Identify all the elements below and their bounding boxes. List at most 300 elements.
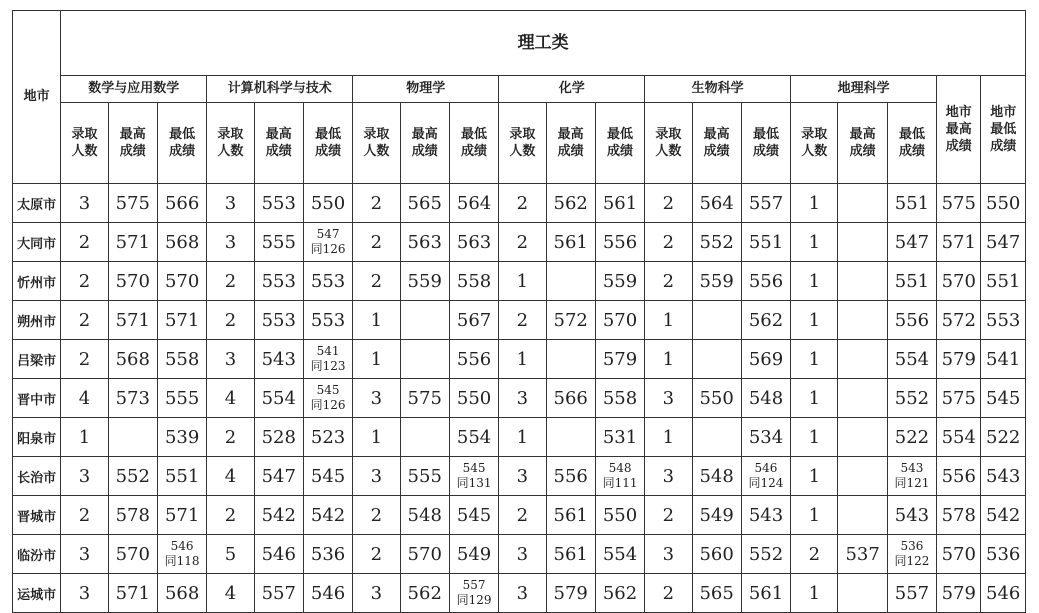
city-cell: [13, 223, 61, 262]
table-row: [13, 340, 1026, 379]
score-cell: 1: [791, 457, 838, 496]
score-cell: 1: [353, 418, 400, 457]
score-cell: 564: [692, 184, 741, 223]
score-cell: 2: [61, 496, 108, 535]
score-cell: [838, 301, 887, 340]
score-cell: 556: [546, 457, 595, 496]
score-cell: 2: [207, 418, 254, 457]
score-cell: 550: [981, 184, 1026, 223]
table-row: [13, 262, 1026, 301]
score-cell: 2: [207, 301, 254, 340]
subheader-row: [13, 103, 1026, 184]
score-cell: [838, 340, 887, 379]
score-cell: 545 同126: [303, 379, 352, 418]
score-cell: 2: [353, 535, 400, 574]
score-cell: 1: [499, 418, 546, 457]
score-cell: 2: [645, 223, 692, 262]
score-cell: 552: [887, 379, 936, 418]
score-cell: 575: [937, 379, 981, 418]
table-row: [13, 418, 1026, 457]
score-cell: 3: [353, 379, 400, 418]
score-cell: 568: [108, 340, 157, 379]
score-cell: 545: [449, 496, 498, 535]
score-cell: 534: [741, 418, 790, 457]
table-row: [13, 379, 1026, 418]
city-cell: [13, 496, 61, 535]
city-cell: [13, 262, 61, 301]
score-cell: 561: [546, 496, 595, 535]
score-cell: 3: [499, 379, 546, 418]
score-cell: 571: [108, 223, 157, 262]
score-cell: 522: [887, 418, 936, 457]
column-subheader-label: 最低成绩: [898, 127, 925, 159]
score-cell: [546, 418, 595, 457]
column-subheader-label: 录取人数: [509, 127, 536, 159]
score-cell: 561: [546, 535, 595, 574]
score-cell: 539: [157, 418, 206, 457]
table-row: [13, 184, 1026, 223]
score-cell: 550: [303, 184, 352, 223]
score-cell: 542: [254, 496, 303, 535]
score-cell: 548 同111: [595, 457, 644, 496]
score-cell: 3: [207, 340, 254, 379]
score-cell: 1: [645, 340, 692, 379]
score-cell: 4: [61, 379, 108, 418]
score-cell: 570: [108, 535, 157, 574]
city-column-header: 地市: [13, 11, 61, 184]
score-cell: 554: [449, 418, 498, 457]
city-cell: [13, 535, 61, 574]
column-subheader-label: 地市最高成绩: [945, 105, 972, 154]
score-cell: 543: [981, 457, 1026, 496]
score-cell: 579: [937, 340, 981, 379]
score-cell: 5: [207, 535, 254, 574]
score-cell: [400, 418, 449, 457]
score-cell: 4: [207, 457, 254, 496]
score-cell: 568: [157, 574, 206, 613]
city-cell: [13, 574, 61, 613]
column-subheader: [887, 103, 936, 184]
score-cell: 575: [400, 379, 449, 418]
city-name: 忻州市: [17, 275, 57, 291]
score-cell: 2: [791, 535, 838, 574]
column-subheader: [546, 103, 595, 184]
city-name: 朔州市: [17, 314, 57, 330]
score-cell: 552: [108, 457, 157, 496]
score-cell: 2: [499, 184, 546, 223]
score-cell: 2: [353, 223, 400, 262]
score-cell: [692, 418, 741, 457]
city-name: 吕梁市: [17, 353, 57, 369]
score-cell: 552: [741, 535, 790, 574]
city-name: 长治市: [17, 470, 57, 486]
score-cell: 553: [981, 301, 1026, 340]
score-cell: 548: [741, 379, 790, 418]
score-cell: 523: [303, 418, 352, 457]
table-body: [13, 184, 1026, 613]
column-subheader-label: 最高成绩: [849, 127, 876, 159]
score-cell: 558: [449, 262, 498, 301]
score-cell: 572: [937, 301, 981, 340]
score-cell: 543: [741, 496, 790, 535]
column-subheader: [303, 103, 352, 184]
city-min-header: [981, 76, 1026, 184]
score-cell: 562: [400, 574, 449, 613]
column-subheader-label: 最高成绩: [557, 127, 584, 159]
column-subheader: [645, 103, 692, 184]
score-cell: 1: [61, 418, 108, 457]
column-subheader: [692, 103, 741, 184]
table-header: [13, 11, 1026, 184]
score-cell: 579: [595, 340, 644, 379]
score-cell: 562: [595, 574, 644, 613]
score-cell: 572: [546, 301, 595, 340]
score-cell: 557 同129: [449, 574, 498, 613]
score-cell: 3: [61, 457, 108, 496]
score-cell: 1: [791, 262, 838, 301]
score-cell: [838, 223, 887, 262]
score-cell: 575: [937, 184, 981, 223]
score-cell: 543 同121: [887, 457, 936, 496]
score-cell: 557: [741, 184, 790, 223]
column-subheader: [791, 103, 838, 184]
score-cell: 4: [207, 379, 254, 418]
score-cell: 3: [207, 223, 254, 262]
column-subheader-label: 最低成绩: [752, 127, 779, 159]
score-cell: 542: [303, 496, 352, 535]
score-cell: 536: [303, 535, 352, 574]
city-name: 晋中市: [17, 392, 57, 408]
column-subheader: [157, 103, 206, 184]
score-cell: 579: [937, 574, 981, 613]
score-cell: 2: [353, 184, 400, 223]
subject-header: 数学与应用数学: [61, 76, 207, 103]
city-name: 运城市: [17, 587, 57, 603]
score-cell: 563: [400, 223, 449, 262]
score-cell: 541: [981, 340, 1026, 379]
score-cell: 3: [645, 457, 692, 496]
score-cell: 3: [61, 184, 108, 223]
score-cell: 1: [645, 418, 692, 457]
score-cell: 2: [353, 262, 400, 301]
score-cell: [838, 574, 887, 613]
score-cell: [400, 301, 449, 340]
column-subheader-label: 最低成绩: [169, 127, 196, 159]
score-cell: 550: [595, 496, 644, 535]
score-cell: 554: [937, 418, 981, 457]
score-cell: 567: [449, 301, 498, 340]
column-subheader: [207, 103, 254, 184]
city-name: 晋城市: [17, 509, 57, 525]
score-cell: 558: [595, 379, 644, 418]
score-cell: 551: [981, 262, 1026, 301]
city-cell: [13, 418, 61, 457]
score-cell: 1: [791, 184, 838, 223]
column-subheader-label: 最高成绩: [411, 127, 438, 159]
score-cell: 2: [645, 574, 692, 613]
score-cell: [838, 184, 887, 223]
score-cell: 547: [254, 457, 303, 496]
score-cell: 546 同124: [741, 457, 790, 496]
score-cell: 1: [645, 301, 692, 340]
city-max-header: [937, 76, 981, 184]
city-name: 临汾市: [17, 548, 57, 564]
score-cell: 2: [207, 496, 254, 535]
score-cell: 559: [595, 262, 644, 301]
city-name: 大同市: [17, 236, 57, 252]
score-cell: 555: [254, 223, 303, 262]
score-cell: 1: [791, 379, 838, 418]
column-subheader: [400, 103, 449, 184]
column-subheader: [838, 103, 887, 184]
score-cell: 3: [353, 574, 400, 613]
score-cell: 546: [303, 574, 352, 613]
score-cell: [108, 418, 157, 457]
column-subheader-label: 录取人数: [801, 127, 828, 159]
score-cell: 566: [157, 184, 206, 223]
score-cell: 571: [108, 574, 157, 613]
score-cell: 551: [741, 223, 790, 262]
score-cell: 1: [791, 418, 838, 457]
table-row: [13, 535, 1026, 574]
table-row: [13, 223, 1026, 262]
score-cell: 571: [157, 301, 206, 340]
score-cell: 2: [499, 301, 546, 340]
score-cell: 566: [546, 379, 595, 418]
score-cell: 547: [887, 223, 936, 262]
column-subheader: [595, 103, 644, 184]
column-subheader-label: 录取人数: [363, 127, 390, 159]
score-cell: 543: [887, 496, 936, 535]
score-cell: 573: [108, 379, 157, 418]
score-cell: 563: [449, 223, 498, 262]
column-subheader-label: 最低成绩: [607, 127, 634, 159]
city-cell: [13, 184, 61, 223]
score-cell: 2: [645, 496, 692, 535]
column-subheader: [741, 103, 790, 184]
score-cell: 553: [254, 184, 303, 223]
column-subheader-label: 最低成绩: [461, 127, 488, 159]
score-cell: 522: [981, 418, 1026, 457]
score-cell: 552: [692, 223, 741, 262]
score-cell: 568: [157, 223, 206, 262]
score-cell: [838, 262, 887, 301]
score-cell: 1: [791, 574, 838, 613]
score-cell: 553: [303, 262, 352, 301]
score-cell: 1: [791, 223, 838, 262]
score-cell: 578: [108, 496, 157, 535]
score-cell: 2: [61, 262, 108, 301]
subject-header: 物理学: [353, 76, 499, 103]
score-cell: 550: [692, 379, 741, 418]
score-cell: 545: [981, 379, 1026, 418]
column-subheader-label: 录取人数: [655, 127, 682, 159]
score-cell: 542: [981, 496, 1026, 535]
subject-header-row: [13, 76, 1026, 103]
city-cell: [13, 301, 61, 340]
subject-header: 化学: [499, 76, 645, 103]
score-cell: 551: [887, 262, 936, 301]
table-row: [13, 301, 1026, 340]
score-cell: 570: [400, 535, 449, 574]
score-cell: 553: [254, 262, 303, 301]
score-cell: 570: [937, 535, 981, 574]
city-cell: [13, 379, 61, 418]
score-cell: 3: [499, 457, 546, 496]
score-cell: 554: [887, 340, 936, 379]
score-cell: 558: [157, 340, 206, 379]
score-cell: 554: [254, 379, 303, 418]
score-cell: 4: [207, 574, 254, 613]
score-cell: 553: [303, 301, 352, 340]
score-cell: [546, 340, 595, 379]
score-cell: 1: [791, 496, 838, 535]
score-cell: 556: [887, 301, 936, 340]
score-cell: 2: [645, 262, 692, 301]
admission-table-wrapper: [12, 10, 1026, 613]
score-cell: 536 同122: [887, 535, 936, 574]
column-subheader-label: 录取人数: [71, 127, 98, 159]
score-cell: [838, 496, 887, 535]
score-cell: 560: [692, 535, 741, 574]
score-cell: 559: [400, 262, 449, 301]
score-cell: 555: [157, 379, 206, 418]
table-row: [13, 574, 1026, 613]
score-cell: 554: [595, 535, 644, 574]
score-cell: 561: [741, 574, 790, 613]
score-cell: 528: [254, 418, 303, 457]
score-cell: 546 同118: [157, 535, 206, 574]
score-cell: 3: [499, 574, 546, 613]
city-name: 阳泉市: [17, 431, 57, 447]
score-cell: 564: [449, 184, 498, 223]
score-cell: 1: [791, 301, 838, 340]
score-cell: 545 同131: [449, 457, 498, 496]
score-cell: [838, 379, 887, 418]
score-cell: 549: [449, 535, 498, 574]
score-cell: 541 同123: [303, 340, 352, 379]
score-cell: 2: [645, 184, 692, 223]
score-cell: 570: [108, 262, 157, 301]
column-subheader: [449, 103, 498, 184]
column-subheader-label: 地市最低成绩: [990, 105, 1017, 154]
score-cell: 1: [353, 340, 400, 379]
column-subheader-label: 最高成绩: [703, 127, 730, 159]
subject-header: 地理科学: [791, 76, 937, 103]
score-cell: 3: [61, 535, 108, 574]
column-subheader-label: 录取人数: [217, 127, 244, 159]
score-cell: 3: [645, 535, 692, 574]
score-cell: 546: [981, 574, 1026, 613]
score-cell: 571: [937, 223, 981, 262]
category-title: 理工类: [61, 11, 1026, 76]
score-cell: 1: [499, 262, 546, 301]
score-cell: 551: [887, 184, 936, 223]
score-cell: 548: [692, 457, 741, 496]
column-subheader: [61, 103, 108, 184]
column-subheader: [108, 103, 157, 184]
score-cell: 571: [108, 301, 157, 340]
score-cell: [838, 418, 887, 457]
column-subheader-label: 最高成绩: [265, 127, 292, 159]
score-cell: 561: [546, 223, 595, 262]
score-cell: 570: [157, 262, 206, 301]
score-cell: 553: [254, 301, 303, 340]
score-cell: 2: [61, 301, 108, 340]
score-cell: [546, 262, 595, 301]
table-row: [13, 457, 1026, 496]
score-cell: [838, 457, 887, 496]
score-cell: 3: [207, 184, 254, 223]
score-cell: 531: [595, 418, 644, 457]
score-cell: 547: [981, 223, 1026, 262]
score-cell: 551: [157, 457, 206, 496]
score-cell: 565: [692, 574, 741, 613]
score-cell: 3: [645, 379, 692, 418]
score-cell: 559: [692, 262, 741, 301]
score-cell: 556: [449, 340, 498, 379]
score-cell: 579: [546, 574, 595, 613]
score-cell: 2: [61, 223, 108, 262]
score-cell: [400, 340, 449, 379]
score-cell: 3: [499, 535, 546, 574]
score-cell: 546: [254, 535, 303, 574]
column-subheader: [254, 103, 303, 184]
score-cell: 569: [741, 340, 790, 379]
table-row: [13, 496, 1026, 535]
score-cell: 557: [887, 574, 936, 613]
score-cell: 537: [838, 535, 887, 574]
city-cell: [13, 457, 61, 496]
score-cell: 1: [499, 340, 546, 379]
score-cell: 2: [61, 340, 108, 379]
score-cell: 556: [595, 223, 644, 262]
score-cell: 556: [741, 262, 790, 301]
column-subheader: [499, 103, 546, 184]
score-cell: 3: [353, 457, 400, 496]
score-cell: 547 同126: [303, 223, 352, 262]
score-cell: 571: [157, 496, 206, 535]
score-cell: 570: [595, 301, 644, 340]
score-cell: 557: [254, 574, 303, 613]
score-cell: 562: [546, 184, 595, 223]
score-cell: 556: [937, 457, 981, 496]
score-cell: 550: [449, 379, 498, 418]
score-cell: 578: [937, 496, 981, 535]
score-cell: 543: [254, 340, 303, 379]
score-cell: [692, 301, 741, 340]
score-cell: 570: [937, 262, 981, 301]
score-cell: [692, 340, 741, 379]
score-cell: 536: [981, 535, 1026, 574]
score-cell: 548: [400, 496, 449, 535]
score-cell: 3: [61, 574, 108, 613]
admission-score-table: [12, 10, 1026, 613]
score-cell: 2: [499, 496, 546, 535]
score-cell: 2: [207, 262, 254, 301]
score-cell: 555: [400, 457, 449, 496]
column-subheader-label: 最低成绩: [315, 127, 342, 159]
score-cell: 1: [791, 340, 838, 379]
score-cell: 562: [741, 301, 790, 340]
city-cell: [13, 340, 61, 379]
score-cell: 545: [303, 457, 352, 496]
score-cell: 1: [353, 301, 400, 340]
score-cell: 575: [108, 184, 157, 223]
score-cell: 565: [400, 184, 449, 223]
score-cell: 561: [595, 184, 644, 223]
column-subheader: [353, 103, 400, 184]
